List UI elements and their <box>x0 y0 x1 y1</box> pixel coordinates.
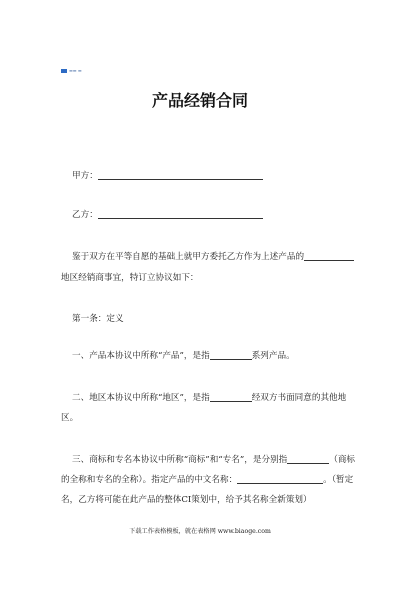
clause-1-blank <box>210 350 252 360</box>
logo-mark-icon <box>61 69 67 73</box>
party-b-label: 乙方： <box>72 210 98 220</box>
logo-text: ▬▬ ▬ <box>69 68 82 73</box>
party-b-blank <box>98 209 263 219</box>
document-title: 产品经销合同 <box>151 91 248 110</box>
clause-3-prefix: 三、商标和专名本协议中所称“商标”和“专名”，是分别指 <box>72 455 288 465</box>
party-a-label: 甲方： <box>72 171 98 181</box>
article-1-heading-text: 第一条：定义 <box>72 314 124 324</box>
clause-3-line-3 <box>61 494 331 506</box>
intro-product-blank <box>304 251 354 261</box>
clause-2-blank <box>210 392 252 402</box>
brand-logo <box>61 68 85 74</box>
clause-3-line-2-suffix: 。（暂定 <box>323 475 354 485</box>
intro-line-1 <box>72 251 342 263</box>
clause-2-line-2 <box>61 412 331 424</box>
footer-text: 下载工作表格模板，就在表格网 www.biaoge.com <box>129 528 271 535</box>
clause-3-chinese-name-blank <box>237 474 323 484</box>
clause-3-line-2-prefix: 的全称和专名的全称）。指定产品的中文名称： <box>61 475 238 485</box>
intro-line-2 <box>61 272 331 284</box>
clause-3-line-3-text: 名，乙方将可能在此产品的整体CI策划中，给予其名称全新策划） <box>61 495 312 505</box>
clause-2-line-2-text: 区。 <box>61 413 79 423</box>
article-1-heading <box>72 313 342 325</box>
clause-3-suffix: （商标 <box>329 455 356 465</box>
clause-2-line-1 <box>72 392 347 404</box>
clause-3-line-2 <box>61 474 354 486</box>
clause-1-line <box>72 350 342 362</box>
clause-3-line-1 <box>72 454 356 466</box>
intro-text-1: 鉴于双方在平等自愿的基础上就甲方委托乙方作为上述产品的 <box>72 252 305 262</box>
clause-1-prefix: 一、产品本协议中所称“产品”，是指 <box>72 351 210 361</box>
clause-1-suffix: 系列产品。 <box>251 351 295 361</box>
party-a-blank <box>98 170 263 180</box>
clause-3-trademark-blank <box>287 454 329 464</box>
clause-2-prefix: 二、地区本协议中所称“地区”，是指 <box>72 393 210 403</box>
party-a-line <box>72 170 342 182</box>
intro-text-2: 地区经销商事宜，特订立协议如下： <box>61 273 199 283</box>
party-b-line <box>72 209 342 221</box>
clause-2-suffix: 经双方书面同意的其他地 <box>251 393 347 403</box>
